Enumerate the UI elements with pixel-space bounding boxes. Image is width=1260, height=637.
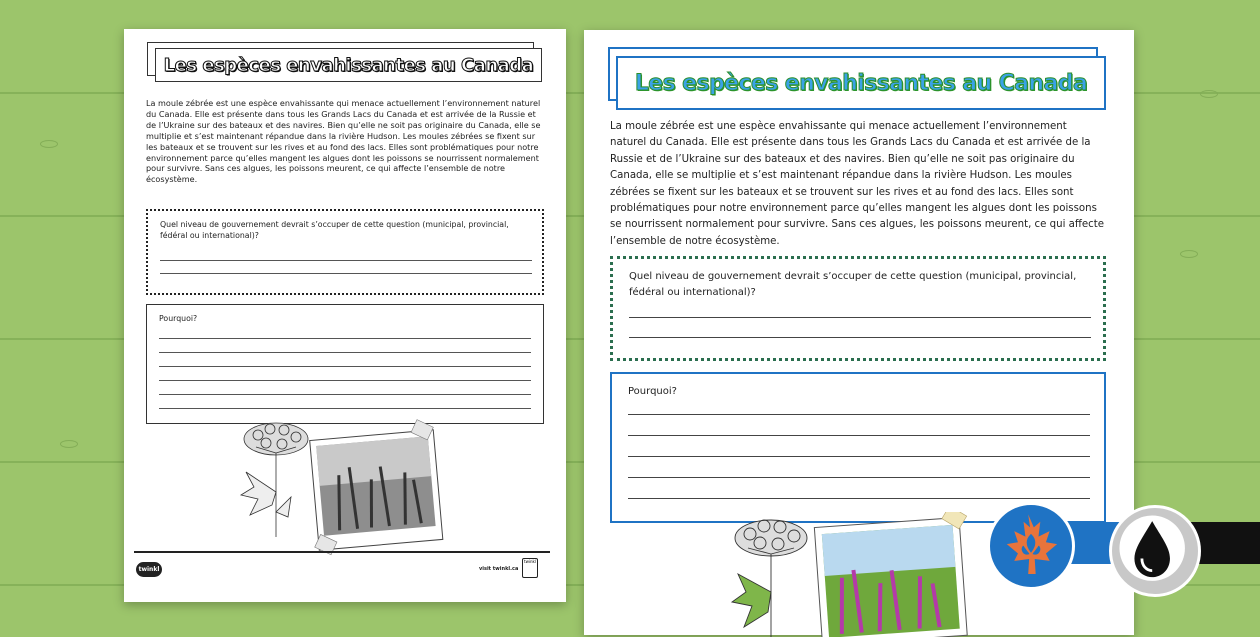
plant-illustration-color <box>726 512 986 637</box>
oil-drop-icon <box>1112 508 1198 594</box>
plant-illustration-bw <box>236 417 456 567</box>
maple-leaf-fleur-de-lis-icon <box>990 505 1072 587</box>
question-box-why[interactable] <box>146 304 544 424</box>
question-box-why[interactable] <box>610 372 1106 523</box>
wood-knot <box>1200 90 1218 98</box>
answer-line[interactable] <box>160 260 532 261</box>
answer-line[interactable] <box>159 352 531 353</box>
question-box-government[interactable] <box>146 209 544 295</box>
wood-knot <box>60 440 78 448</box>
loosestrife-photo-color <box>813 512 974 637</box>
question-government-label: Quel niveau de gouvernement devrait s’occuper de cette question (municipal, provincial, fédéral ou international)? <box>160 220 509 240</box>
page-title: Les espèces envahissantes au Canada <box>634 70 1088 96</box>
website-text: visit twinkl.ca <box>479 566 519 572</box>
hogweed-drawing <box>241 423 308 537</box>
question-government-label: Quel niveau de gouvernement devrait s’occuper de cette question (municipal, provincial, fédéral ou international)? <box>629 271 1077 298</box>
answer-line[interactable] <box>628 498 1090 499</box>
answer-line[interactable] <box>159 380 531 381</box>
twinkl-badge: twinkl <box>522 558 538 578</box>
answer-line[interactable] <box>159 394 531 395</box>
question-why-label: Pourquoi? <box>159 314 198 323</box>
hogweed-drawing <box>732 520 807 637</box>
page-title: Les espèces envahissantes au Canada <box>163 54 534 76</box>
page-footer <box>124 551 566 601</box>
answer-line[interactable] <box>159 366 531 367</box>
title-frame <box>608 47 1104 111</box>
loosestrife-photo-bw <box>304 418 443 556</box>
title-frame <box>147 42 542 82</box>
question-box-government[interactable] <box>610 256 1106 361</box>
answer-line[interactable] <box>159 338 531 339</box>
canada-leaf-badge <box>987 502 1075 590</box>
worksheet-bw <box>124 29 566 602</box>
intro-paragraph: La moule zébrée est une espèce envahissante qui menace actuellement l’environnement naturel du Canada. Elle est présente dans tous les Grands Lacs du Canada et est arrivée de la Russie et de l’Ukraine sur des bateaux et des navires. Bien qu’elle ne soit pas originaire du Canada, elle se multiplie et s’est maintenant répandue dans la rivière Hudson. Les moules zébrées se fixent sur les bateaux et se trouvent sur les rives et au fond des lacs. Elles sont problématiques pour notre environnement parce qu’elles mangent les algues dont les poissons se nourrissent normalement pour survivre. Sans ces algues, les poissons meurent, ce qui affecte l’ensemble de notre écosystème. <box>146 98 541 185</box>
oil-drop-badge <box>1109 505 1201 597</box>
wood-knot <box>1180 250 1198 258</box>
answer-line[interactable] <box>628 456 1090 457</box>
twinkl-logo: twinkl <box>136 562 162 577</box>
answer-line[interactable] <box>628 414 1090 415</box>
question-why-label: Pourquoi? <box>628 386 677 397</box>
wood-knot <box>40 140 58 148</box>
answer-line[interactable] <box>628 477 1090 478</box>
answer-line[interactable] <box>628 435 1090 436</box>
answer-line[interactable] <box>160 273 532 274</box>
answer-line[interactable] <box>159 408 531 409</box>
answer-line[interactable] <box>629 337 1091 338</box>
answer-line[interactable] <box>629 317 1091 318</box>
intro-paragraph: La moule zébrée est une espèce envahissante qui menace actuellement l’environnement naturel du Canada. Elle est présente dans tous les Grands Lacs du Canada et est arrivée de la Russie et de l’Ukraine sur des bateaux et des navires. Bien qu’elle ne soit pas originaire du Canada, elle se multiplie et s’est maintenant répandue dans la rivière Hudson. Les moules zébrées se fixent sur les bateaux et se trouvent sur les rives et au fond des lacs. Elles sont problématiques pour notre environnement parce qu’elles mangent les algues dont les poissons se nourrissent normalement pour survivre. Sans ces algues, les poissons meurent, ce qui affecte l’ensemble de notre écosystème. <box>610 121 1105 247</box>
